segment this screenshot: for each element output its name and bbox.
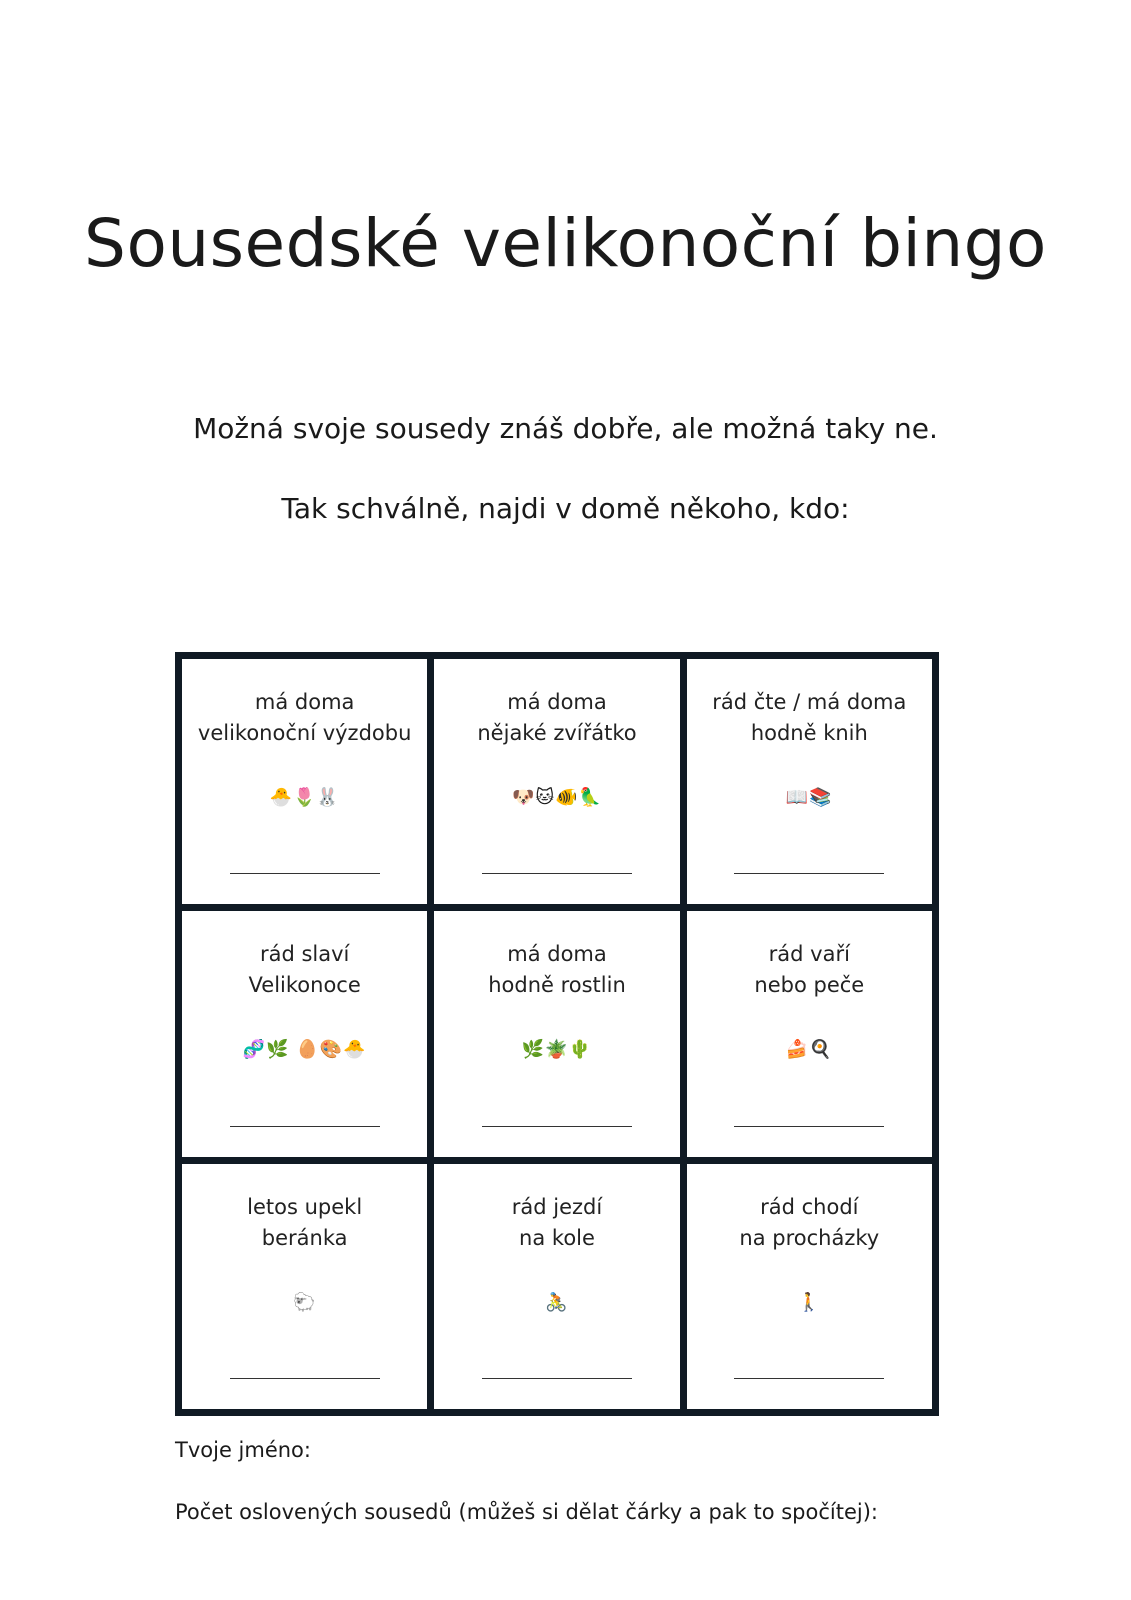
- cell-text-line2: velikonoční výzdobu: [197, 721, 412, 745]
- bingo-cell[interactable]: [182, 911, 427, 1156]
- signature-line[interactable]: [230, 873, 380, 874]
- cell-text: [188, 1192, 421, 1254]
- count-label: Počet oslovených sousedů (můžeš si dělat čárky a pak to spočítej):: [175, 1500, 878, 1524]
- cell-text-line1: má doma: [507, 942, 607, 967]
- page-title: Sousedské velikonoční bingo: [84, 205, 1047, 282]
- bingo-cell[interactable]: [687, 1164, 932, 1409]
- bingo-cell[interactable]: [687, 911, 932, 1156]
- cell-text-line2: hodně rostlin: [488, 973, 626, 998]
- pets-icon: 🐶🐱🐠🦜: [511, 787, 602, 808]
- cell-text: [440, 687, 673, 749]
- name-label: Tvoje jméno:: [175, 1438, 311, 1462]
- cell-text-line2: hodně knih: [750, 721, 868, 745]
- cell-text-line2: nebo peče: [754, 973, 865, 998]
- easter-celebration-icon: 🧬🌿 🥚🎨🐣: [242, 1039, 367, 1061]
- cell-text-line1: má doma: [507, 690, 607, 714]
- signature-line[interactable]: [230, 1378, 380, 1379]
- cell-text-line2: nějaké zvířátko: [477, 721, 637, 745]
- bingo-cell[interactable]: [434, 1164, 679, 1409]
- intro-line-1: Možná svoje sousedy znáš dobře, ale možná taky ne.: [193, 412, 938, 445]
- cell-text-line1: rád jezdí: [511, 1194, 603, 1219]
- cell-text: [188, 687, 421, 749]
- books-icon: 📖📚: [785, 787, 833, 808]
- cell-text: [693, 939, 926, 1001]
- cell-text-line1: rád chodí: [760, 1194, 859, 1219]
- signature-line[interactable]: [734, 1378, 884, 1379]
- cyclist-icon: 🚴: [545, 1291, 569, 1313]
- cell-text-line1: letos upekl: [247, 1194, 363, 1219]
- signature-line[interactable]: [482, 1378, 632, 1379]
- bingo-cell[interactable]: [182, 1164, 427, 1409]
- cell-text-line1: rád slaví: [259, 942, 350, 967]
- cell-text-line1: rád vaří: [768, 942, 850, 967]
- bingo-cell[interactable]: [182, 659, 427, 904]
- signature-line[interactable]: [734, 873, 884, 874]
- intro-line-2: Tak schválně, najdi v domě někoho, kdo:: [281, 492, 850, 525]
- cell-text-line2: na kole: [519, 1225, 595, 1250]
- cell-text: [693, 687, 926, 749]
- cell-text: [188, 939, 421, 1001]
- cell-text-line2: beránka: [261, 1225, 348, 1250]
- cooking-icon: 🍰🍳: [785, 1039, 833, 1061]
- bingo-cell[interactable]: [434, 911, 679, 1156]
- signature-line[interactable]: [230, 1126, 380, 1127]
- cell-text: [440, 939, 673, 1001]
- bingo-cell[interactable]: [434, 659, 679, 904]
- walker-icon: 🚶: [797, 1291, 822, 1313]
- cell-text-line2: na procházky: [739, 1225, 880, 1250]
- signature-line[interactable]: [482, 1126, 632, 1127]
- cell-text-line1: rád čte / má doma: [712, 690, 907, 714]
- easter-decoration-icon: 🐣🌷🐰: [269, 787, 340, 808]
- signature-line[interactable]: [734, 1126, 884, 1127]
- cell-text: [440, 1192, 673, 1254]
- bingo-grid: [175, 652, 939, 1416]
- cell-text-line1: má doma: [254, 690, 355, 714]
- cell-text: [693, 1192, 926, 1254]
- cell-text-line2: Velikonoce: [248, 973, 361, 998]
- sheep-icon: 🐑: [292, 1291, 317, 1313]
- bingo-cell[interactable]: [687, 659, 932, 904]
- signature-line[interactable]: [482, 873, 632, 874]
- plants-icon: 🌿🪴🌵: [521, 1039, 593, 1061]
